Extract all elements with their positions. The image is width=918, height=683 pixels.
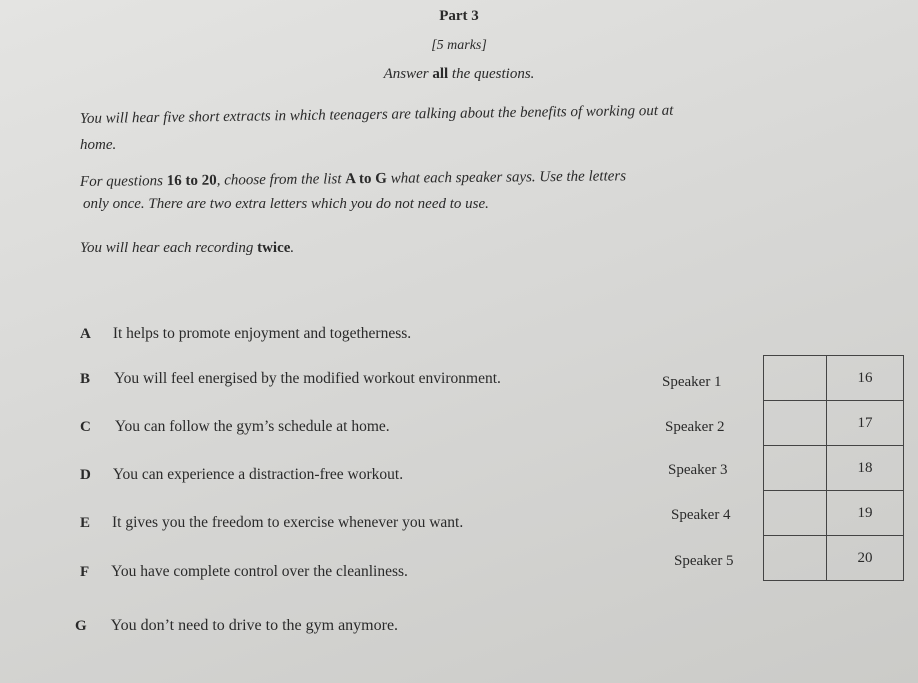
option-e: E It gives you the freedom to exercise whenever you want.: [80, 514, 464, 531]
question-number: 18: [827, 446, 904, 491]
answer-row: [764, 446, 904, 491]
answer-table: [763, 355, 904, 581]
answer-row: [764, 536, 904, 581]
option-a: A It helps to promote enjoyment and togetherness.: [80, 325, 412, 342]
option-d: D You can experience a distraction-free workout.: [80, 466, 404, 483]
option-f: F You have complete control over the cleanliness.: [80, 563, 408, 580]
answer-row: [764, 356, 904, 401]
answer-cell-18[interactable]: [764, 446, 827, 491]
speaker-4-label: Speaker 4: [671, 507, 731, 523]
question-number: 20: [827, 536, 904, 581]
instruction: Answer all the questions.: [383, 66, 535, 82]
questions-instruction: For questions 16 to 20, choose from the list A to G what each speaker says. Use the letters: [79, 168, 627, 190]
answer-cell-20[interactable]: [764, 536, 827, 581]
answer-cell-19[interactable]: [764, 491, 827, 536]
speaker-1-label: Speaker 1: [662, 374, 722, 390]
recording-note: You will hear each recording twice.: [80, 240, 295, 256]
answer-cell-17[interactable]: [764, 401, 827, 446]
option-c: C You can follow the gym’s schedule at home.: [80, 418, 390, 435]
questions-instruction-2: only once. There are two extra letters which you do not need to use.: [83, 196, 489, 212]
answer-row: [764, 401, 904, 446]
intro-line-2: home.: [80, 137, 117, 153]
answer-row: [764, 491, 904, 536]
answer-cell-16[interactable]: [764, 356, 827, 401]
question-number: 16: [827, 356, 904, 401]
question-number: 17: [827, 401, 904, 446]
option-b: B You will feel energised by the modified workout environment.: [80, 370, 501, 387]
option-g: G You don’t need to drive to the gym anymore.: [75, 617, 399, 634]
speaker-5-label: Speaker 5: [674, 553, 734, 569]
question-number: 19: [827, 491, 904, 536]
speaker-2-label: Speaker 2: [665, 419, 725, 435]
marks-label: [5 marks]: [431, 38, 487, 53]
speaker-3-label: Speaker 3: [668, 462, 728, 478]
intro-line-1: You will hear five short extracts in which teenagers are talking about the benefits of working out at: [79, 102, 674, 127]
part-title: Part 3: [439, 8, 479, 24]
